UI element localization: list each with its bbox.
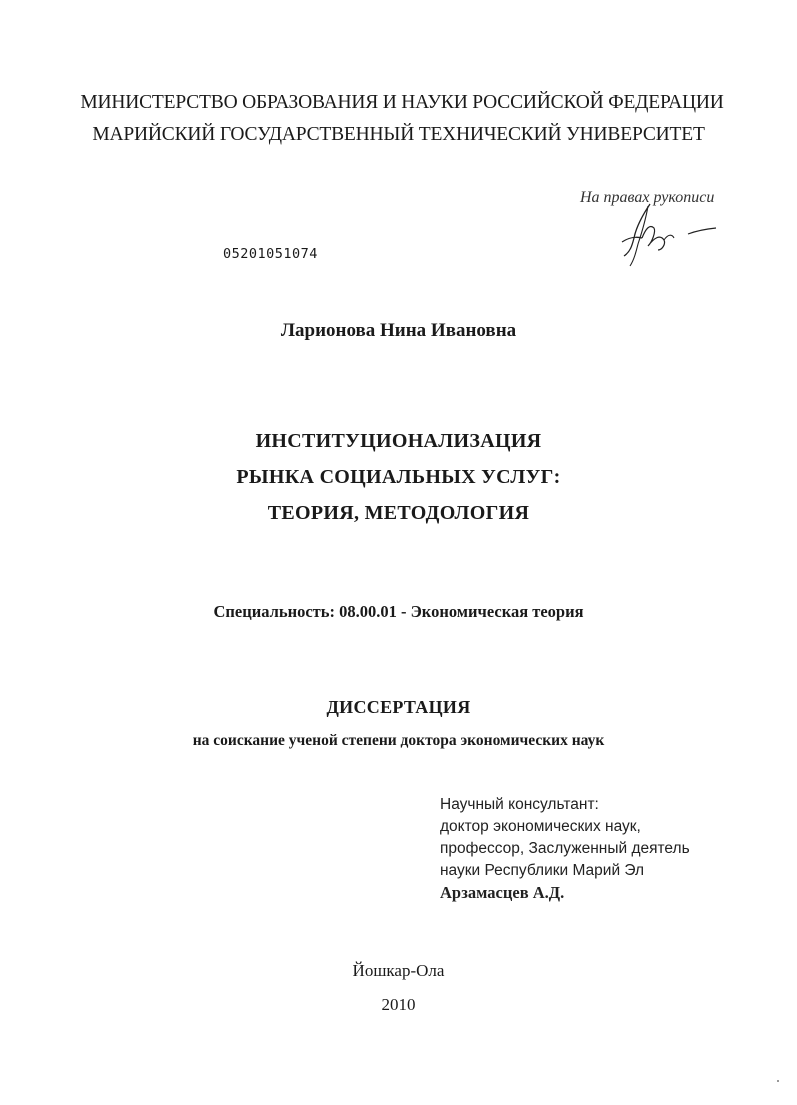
author-name: Ларионова Нина Ивановна [280,320,517,341]
manuscript-note: На правах рукописи [580,189,715,206]
ministry-heading: МИНИСТЕРСТВО ОБРАЗОВАНИЯ И НАУКИ РОССИЙСКОЙ ФЕДЕРАЦИИ [80,92,724,113]
title-line-1: ИНСТИТУЦИОНАЛИЗАЦИЯ [255,430,542,452]
consultant-title: профессор, Заслуженный деятель [440,840,690,857]
title-line-2: РЫНКА СОЦИАЛЬНЫХ УСЛУГ: [236,466,561,488]
city: Йошкар-Ола [352,961,445,980]
specialty-line: Специальность: 08.00.01 - Экономическая теория [213,602,584,621]
consultant-degree: доктор экономических наук, [440,818,641,835]
title-line-3: ТЕОРИЯ, МЕТОДОЛОГИЯ [267,502,530,524]
signature-icon [612,198,722,268]
year: 2010 [381,995,416,1014]
consultant-block [440,794,690,904]
consultant-name: Арзамасцев А.Д. [440,883,565,902]
degree-line: на соискание ученой степени доктора экономических наук [192,732,605,749]
scan-speck [777,1080,779,1082]
consultant-label: Научный консультант: [440,796,599,813]
university-heading: МАРИЙСКИЙ ГОСУДАРСТВЕННЫЙ ТЕХНИЧЕСКИЙ УНИВЕРСИТЕТ [92,124,705,145]
consultant-title-cont: науки Республики Марий Эл [440,862,645,879]
dissertation-label: ДИССЕРТАЦИЯ [326,697,471,717]
document-code: 05201051074 [223,246,318,262]
